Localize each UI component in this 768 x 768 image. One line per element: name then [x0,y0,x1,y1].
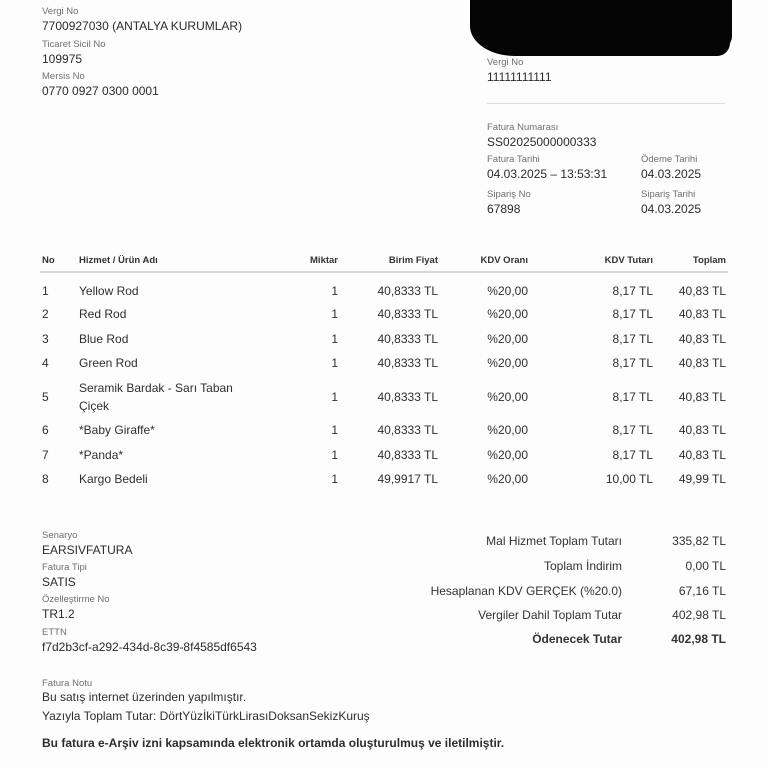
cell-name: Blue Rod [79,331,129,346]
col-header-rate: KDV Oranı [440,250,530,272]
cell-name: Red Rod [79,307,127,322]
invoice-no: SS02025000000333 [487,135,597,149]
cell-kdv: 8,17 TL [612,283,653,298]
table-row [40,327,728,352]
total-odenecek-value: 402,98 TL [671,632,726,646]
cell-no: 4 [42,356,49,371]
table-row [40,302,728,327]
cell-rate: %20,00 [487,331,528,346]
cell-rate: %20,00 [487,423,528,438]
total-vergiler-value: 402,98 TL [672,608,726,622]
cell-price: 40,8333 TL [377,447,438,462]
e-arsiv-footer: Bu fatura e-Arşiv izni kapsamında elektronik ortamda oluşturulmuş ve iletilmiştir. [42,736,505,750]
col-header-kdv: KDV Tutarı [530,250,655,272]
cell-price: 40,8333 TL [377,331,438,346]
cell-rate: %20,00 [487,389,528,404]
total-row-kdv [380,584,726,598]
table-row [40,351,728,376]
cell-no: 7 [42,447,49,462]
cell-name [77,376,247,418]
table-row [40,442,728,467]
cell-qty: 1 [331,307,338,322]
col-header-qty: Miktar [247,250,340,272]
cell-price: 40,8333 TL [377,389,438,404]
total-row-odenecek [380,632,726,646]
seller-vergi-no-label: Vergi No [42,6,79,17]
cell-no: 8 [42,472,49,487]
cell-kdv: 8,17 TL [612,331,653,346]
total-kdv-value: 67,16 TL [678,584,726,598]
cell-kdv: 8,17 TL [612,389,653,404]
cell-total: 49,99 TL [678,472,726,487]
total-row-indirim [380,559,726,573]
cell-kdv: 8,17 TL [612,307,653,322]
cell-qty: 1 [331,356,338,371]
table-row [40,376,728,418]
senaryo-label: Senaryo [42,530,78,541]
ozellestirme-label: Özelleştirme No [42,594,110,605]
cell-name-line1: Seramik Bardak - Sarı Taban [79,380,233,395]
cell-no: 1 [42,283,49,298]
cell-name: Yellow Rod [79,283,139,298]
cell-total: 40,83 TL [678,307,726,322]
col-header-name: Hizmet / Ürün Adı [77,250,247,272]
cell-total: 40,83 TL [678,423,726,438]
cell-kdv: 8,17 TL [612,423,653,438]
ettn-label: ETTN [42,627,67,638]
payment-date: 04.03.2025 [641,167,702,181]
total-row-vergiler [380,608,726,622]
items-table [40,250,728,492]
cell-total: 40,83 TL [678,356,726,371]
cell-total: 40,83 TL [678,283,726,298]
table-row [40,272,728,302]
redaction-mark-lower [540,30,730,56]
cell-kdv: 10,00 TL [605,472,653,487]
col-header-no: No [40,250,77,272]
cell-price: 49,9917 TL [377,472,438,487]
cell-no: 6 [42,423,49,438]
senaryo-value: EARSIVFATURA [42,543,133,557]
cell-price: 40,8333 TL [377,356,438,371]
order-no: 67898 [487,202,521,216]
cell-kdv: 8,17 TL [612,356,653,371]
cell-qty: 1 [331,331,338,346]
cell-rate: %20,00 [487,447,528,462]
col-header-total: Toplam [655,250,728,272]
order-date-label: Sipariş Tarihi [641,189,696,200]
total-kdv-label: Hesaplanan KDV GERÇEK (%20.0) [430,584,622,598]
cell-qty: 1 [331,283,338,298]
order-date: 04.03.2025 [641,202,702,216]
total-odenecek-label: Ödenecek Tutar [532,632,622,646]
ettn-value: f7d2b3cf-a292-434d-8c39-8f4585df6543 [42,640,257,654]
fatura-tipi-label: Fatura Tipi [42,562,87,573]
order-no-label: Sipariş No [487,189,531,200]
cell-no: 5 [42,389,49,404]
invoice-date-label: Fatura Tarihi [487,154,540,165]
cell-price: 40,8333 TL [377,283,438,298]
cell-total: 40,83 TL [678,331,726,346]
fatura-notu-line1: Bu satış internet üzerinden yapılmıştır. [42,690,247,704]
buyer-vergi-no: 11111111111 [487,70,552,84]
cell-price: 40,8333 TL [377,423,438,438]
fatura-notu-line2: Yazıyla Toplam Tutar: DörtYüzİkiTürkLirasıDoksanSekizKuruş [42,709,370,723]
seller-mersis-label: Mersis No [42,71,85,82]
cell-rate: %20,00 [487,307,528,322]
total-indirim-value: 0,00 TL [685,559,726,573]
cell-no: 2 [42,307,49,322]
cell-kdv: 8,17 TL [612,447,653,462]
cell-name: *Panda* [79,447,124,462]
total-indirim-label: Toplam İndirim [543,559,622,573]
cell-total: 40,83 TL [678,447,726,462]
cell-rate: %20,00 [487,472,528,487]
header-divider [487,103,725,104]
fatura-tipi-value: SATIS [42,575,76,589]
seller-vergi-no: 7700927030 (ANTALYA KURUMLAR) [42,19,243,33]
cell-qty: 1 [331,472,338,487]
invoice-date: 04.03.2025 – 13:53:31 [487,167,608,181]
total-mal-label: Mal Hizmet Toplam Tutarı [486,534,622,548]
cell-name: *Baby Giraffe* [79,423,155,438]
buyer-vergi-no-label: Vergi No [487,57,524,68]
cell-rate: %20,00 [487,283,528,298]
total-vergiler-label: Vergiler Dahil Toplam Tutar [478,608,622,622]
fatura-notu-label: Fatura Notu [42,678,93,689]
cell-name: Green Rod [79,356,138,371]
table-row [40,418,728,443]
ozellestirme-value: TR1.2 [42,607,75,621]
cell-qty: 1 [331,447,338,462]
cell-qty: 1 [331,423,338,438]
seller-mersis: 0770 0927 0300 0001 [42,84,159,98]
col-header-price: Birim Fiyat [340,250,440,272]
cell-price: 40,8333 TL [377,307,438,322]
seller-ticaret: 109975 [42,52,83,66]
cell-name: Kargo Bedeli [79,472,148,487]
table-header-row [40,250,728,272]
cell-rate: %20,00 [487,356,528,371]
cell-qty: 1 [331,389,338,404]
table-row [40,467,728,492]
seller-ticaret-label: Ticaret Sicil No [42,39,106,50]
total-mal-value: 335,82 TL [672,534,726,548]
cell-no: 3 [42,331,49,346]
total-row-mal [380,534,726,548]
invoice-no-label: Fatura Numarası [487,122,559,133]
cell-total: 40,83 TL [678,389,726,404]
payment-date-label: Ödeme Tarihi [641,154,698,165]
cell-name-line2: Çiçek [79,398,110,413]
